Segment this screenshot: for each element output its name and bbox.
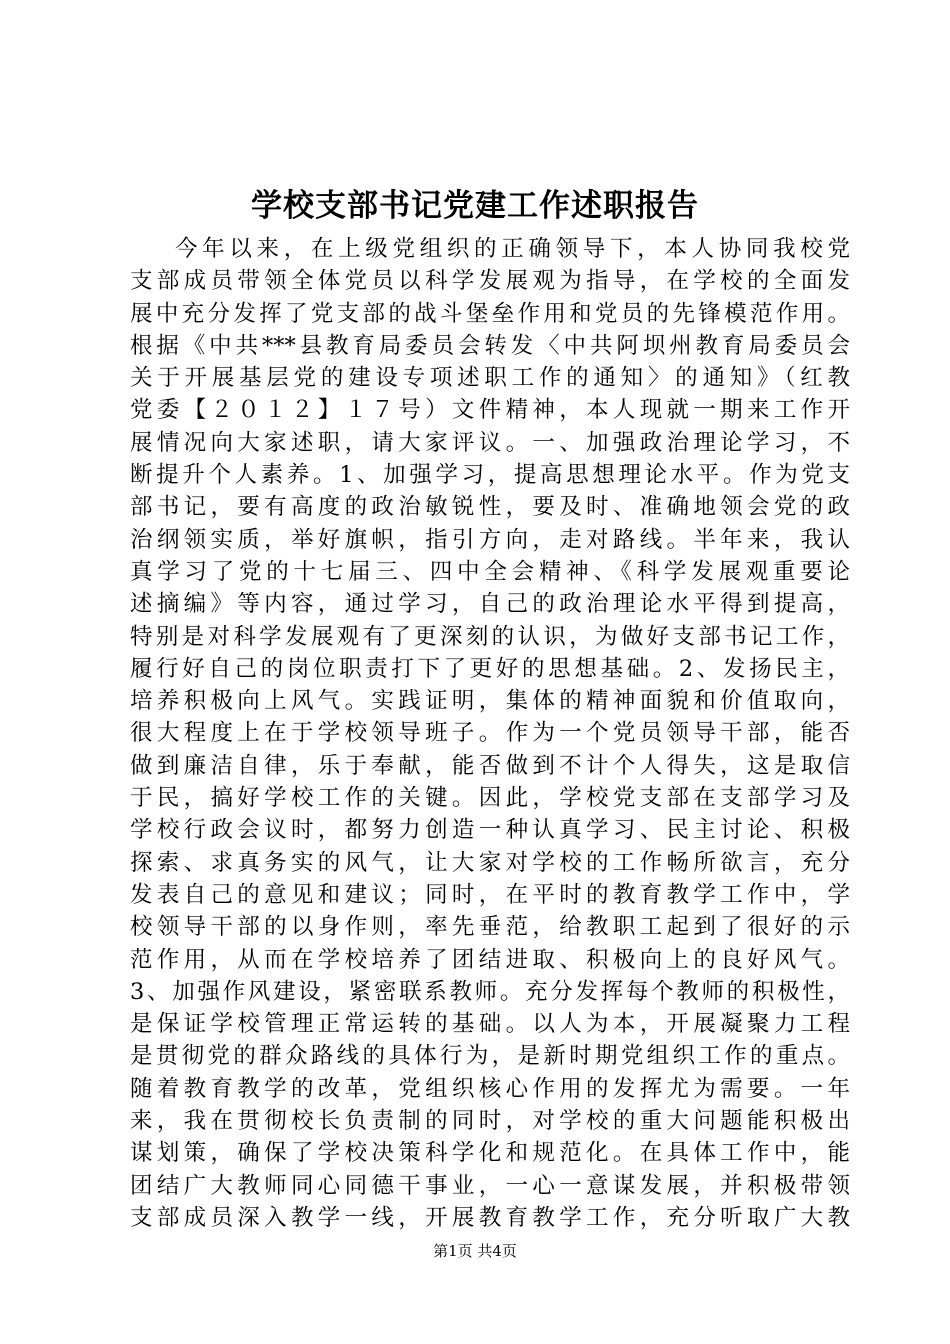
body-line: 随着教育教学的改革，党组织核心作用的发挥尤为需要。一年 bbox=[130, 1075, 850, 1102]
body-line: 是贯彻党的群众路线的具体行为，是新时期党组织工作的重点。 bbox=[130, 1043, 850, 1070]
body-line: 根据《中共***县教育局委员会转发〈中共阿坝州教育局委员会 bbox=[130, 332, 850, 359]
body-line: 特别是对科学发展观有了更深刻的认识，为做好支部书记工作， bbox=[130, 623, 850, 650]
body-line: 发表自己的意见和建议；同时，在平时的教育教学工作中，学 bbox=[130, 881, 850, 908]
body-line: 断提升个人素养。1、加强学习，提高思想理论水平。作为党支 bbox=[130, 462, 850, 489]
body-line: 关于开展基层党的建设专项述职工作的通知〉的通知》（红教 bbox=[130, 365, 850, 392]
body-line: 是保证学校管理正常运转的基础。以人为本，开展凝聚力工程 bbox=[130, 1011, 850, 1038]
body-line: 探索、求真务实的风气，让大家对学校的工作畅所欲言，充分 bbox=[130, 849, 850, 876]
body-line: 范作用，从而在学校培养了团结进取、积极向上的良好风气。 bbox=[130, 946, 850, 973]
body-line: 学校行政会议时，都努力创造一种认真学习、民主讨论、积极 bbox=[130, 817, 850, 844]
document-body bbox=[130, 233, 850, 1234]
body-line: 支部成员深入教学一线，开展教育教学工作，充分听取广大教 bbox=[130, 1204, 850, 1231]
body-line: 做到廉洁自律，乐于奉献，能否做到不计个人得失，这是取信 bbox=[130, 752, 850, 779]
body-line: 展中充分发挥了党支部的战斗堡垒作用和党员的先锋模范作用。 bbox=[130, 300, 850, 327]
body-line: 展情况向大家述职，请大家评议。一、加强政治理论学习，不 bbox=[130, 429, 850, 456]
body-line: 真学习了党的十七届三、四中全会精神、《科学发展观重要论 bbox=[130, 558, 850, 585]
body-line: 履行好自己的岗位职责打下了更好的思想基础。2、发扬民主， bbox=[130, 655, 850, 682]
body-line: 团结广大教师同心同德干事业，一心一意谋发展，并积极带领 bbox=[130, 1172, 850, 1199]
body-line: 培养积极向上风气。实践证明，集体的精神面貌和价值取向， bbox=[130, 688, 850, 715]
body-line: 治纲领实质，举好旗帜，指引方向，走对路线。半年来，我认 bbox=[130, 526, 850, 553]
body-line: 部书记，要有高度的政治敏锐性，要及时、准确地领会党的政 bbox=[130, 494, 850, 521]
body-line: 3、加强作风建设，紧密联系教师。充分发挥每个教师的积极性， bbox=[130, 978, 850, 1005]
body-line: 于民，搞好学校工作的关键。因此，学校党支部在支部学习及 bbox=[130, 785, 850, 812]
page-number: 第1页 共4页 bbox=[433, 1242, 517, 1260]
body-line: 校领导干部的以身作则，率先垂范，给教职工起到了很好的示 bbox=[130, 914, 850, 941]
body-line: 很大程度上在于学校领导班子。作为一个党员领导干部，能否 bbox=[130, 720, 850, 747]
body-line: 来，我在贯彻校长负责制的同时，对学校的重大问题能积极出 bbox=[130, 1108, 850, 1135]
body-line: 党委【２０１２】１７号）文件精神，本人现就一期来工作开 bbox=[130, 397, 850, 424]
document-title: 学校支部书记党建工作述职报告 bbox=[251, 188, 699, 224]
body-line: 今年以来，在上级党组织的正确领导下，本人协同我校党 bbox=[175, 236, 850, 262]
body-line: 述摘编》等内容，通过学习，自己的政治理论水平得到提高， bbox=[130, 591, 850, 618]
body-line: 支部成员带领全体党员以科学发展观为指导，在学校的全面发 bbox=[130, 268, 850, 295]
body-line: 谋划策，确保了学校决策科学化和规范化。在具体工作中，能 bbox=[130, 1140, 850, 1167]
